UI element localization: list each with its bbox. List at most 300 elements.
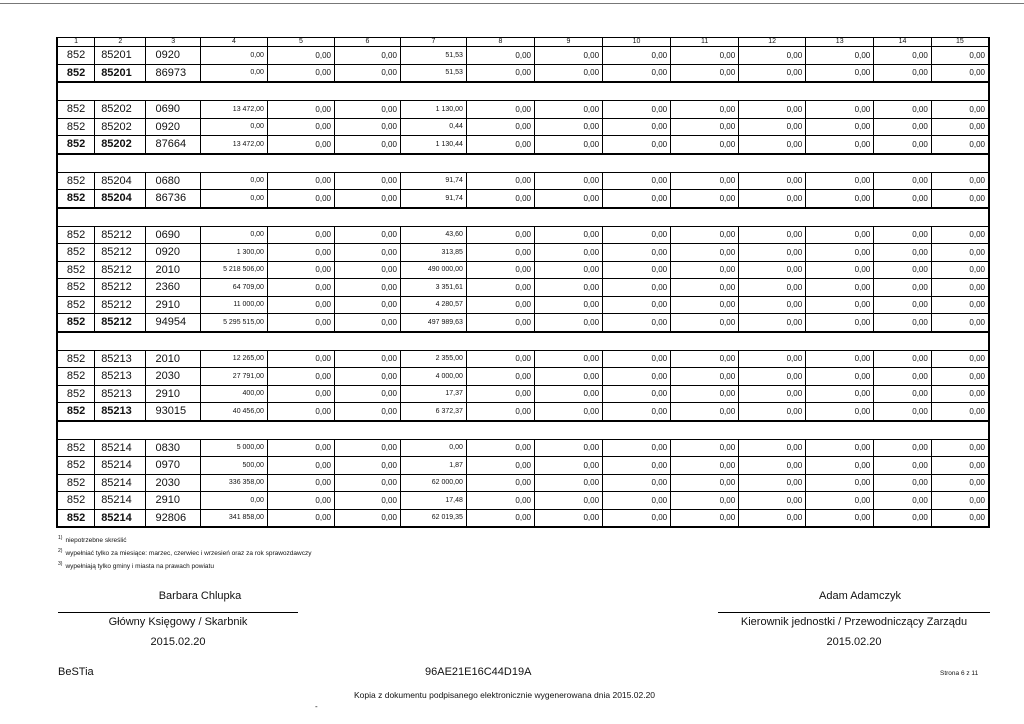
- table-cell: 0,00: [466, 279, 534, 297]
- table-cell: 2030: [146, 474, 200, 492]
- table-cell: 852: [57, 136, 95, 154]
- table-cell: 0,00: [739, 385, 806, 403]
- table-cell: 0,00: [200, 64, 267, 82]
- table-total-row: [57, 509, 989, 527]
- table-cell: 852: [57, 64, 95, 82]
- table-cell: 0,00: [534, 118, 602, 136]
- table-cell: 0,00: [267, 261, 334, 279]
- table-cell: 0,00: [534, 64, 602, 82]
- table-cell: 0,00: [931, 385, 989, 403]
- table-cell: 0,00: [739, 101, 806, 119]
- table-cell: 0,00: [931, 474, 989, 492]
- spacer-cell: [57, 332, 989, 351]
- table-cell: 0,00: [534, 509, 602, 527]
- table-cell: 0,00: [603, 509, 671, 527]
- table-cell: 0,00: [874, 64, 932, 82]
- table-cell: 0,00: [334, 226, 400, 244]
- table-cell: 0,00: [739, 136, 806, 154]
- top-rule: [0, 3, 1024, 4]
- table-cell: 2910: [146, 296, 200, 314]
- column-header: 2: [95, 38, 146, 47]
- table-cell: 852: [57, 101, 95, 119]
- table-cell: 852: [57, 190, 95, 208]
- table-cell: 2010: [146, 261, 200, 279]
- table-cell: 0,00: [739, 261, 806, 279]
- table-cell: 0920: [146, 47, 200, 65]
- table-row: [57, 118, 989, 136]
- table-cell: 0,00: [739, 439, 806, 457]
- table-cell: 0,00: [334, 457, 400, 475]
- page-number: Strona 6 z 11: [940, 670, 979, 677]
- table-cell: 0,00: [334, 279, 400, 297]
- table-cell: 0,00: [267, 492, 334, 510]
- table-cell: 0,00: [739, 457, 806, 475]
- footnote-text: wypełniać tylko za miesiące: marzec, czerwiec i wrzesień oraz za rok sprawozdawczy: [65, 550, 312, 558]
- table-cell: 0,00: [671, 279, 739, 297]
- table-cell: 0,00: [603, 136, 671, 154]
- table-cell: 91,74: [400, 190, 466, 208]
- table-cell: 0,00: [671, 457, 739, 475]
- table-cell: 0,00: [534, 172, 602, 190]
- table-cell: 0,00: [200, 190, 267, 208]
- table-cell: 0,00: [466, 101, 534, 119]
- right-signer-role: Kierownik jednostki / Przewodniczący Zarządu: [740, 616, 968, 628]
- table-cell: 852: [57, 385, 95, 403]
- table-cell: 85204: [95, 190, 146, 208]
- table-cell: 0,00: [874, 190, 932, 208]
- table-cell: 0,00: [739, 226, 806, 244]
- table-cell: 0,00: [806, 101, 874, 119]
- table-cell: 0,00: [466, 368, 534, 386]
- table-row: [57, 439, 989, 457]
- table-cell: 0,00: [931, 296, 989, 314]
- table-cell: 0,00: [267, 314, 334, 332]
- table-cell: 0,00: [267, 457, 334, 475]
- table-row: [57, 385, 989, 403]
- table-cell: 0,00: [267, 474, 334, 492]
- footer-app-name: BeSTia: [58, 666, 94, 678]
- table-cell: 0,00: [931, 279, 989, 297]
- column-header: 15: [931, 38, 989, 47]
- table-cell: 0,00: [806, 261, 874, 279]
- table-cell: 0,00: [874, 261, 932, 279]
- table-cell: 0,00: [806, 296, 874, 314]
- table-cell: 0,00: [534, 368, 602, 386]
- table-cell: 51,53: [400, 47, 466, 65]
- budget-report-table: [56, 37, 990, 528]
- column-header: 9: [534, 38, 602, 47]
- right-sign-date: 2015.02.20: [826, 636, 882, 648]
- table-cell: 0,00: [200, 492, 267, 510]
- table-cell: 40 456,00: [200, 403, 267, 421]
- table-cell: 85201: [95, 64, 146, 82]
- table-cell: 0,00: [334, 509, 400, 527]
- table-cell: 0,00: [931, 439, 989, 457]
- table-cell: 0,00: [603, 296, 671, 314]
- table-cell: 5 295 515,00: [200, 314, 267, 332]
- table-cell: 0,00: [874, 296, 932, 314]
- table-row: [57, 226, 989, 244]
- table-total-row: [57, 403, 989, 421]
- table-cell: 0,00: [466, 492, 534, 510]
- table-cell: 85212: [95, 279, 146, 297]
- table-cell: 0,00: [671, 350, 739, 368]
- table-cell: 0,00: [466, 350, 534, 368]
- table-cell: 852: [57, 314, 95, 332]
- table-cell: 0,00: [334, 314, 400, 332]
- group-spacer: [57, 332, 989, 351]
- table-cell: 852: [57, 492, 95, 510]
- table-cell: 62 000,00: [400, 474, 466, 492]
- table-cell: 0,00: [806, 492, 874, 510]
- table-cell: 0,00: [874, 47, 932, 65]
- table-cell: 85213: [95, 385, 146, 403]
- column-header: 5: [267, 38, 334, 47]
- column-header: 1: [57, 38, 95, 47]
- table-cell: 86973: [146, 64, 200, 82]
- table-cell: 0,00: [466, 136, 534, 154]
- table-cell: 0690: [146, 101, 200, 119]
- table-cell: 852: [57, 172, 95, 190]
- table-total-row: [57, 314, 989, 332]
- table-cell: 0,00: [739, 47, 806, 65]
- table-cell: 0,00: [267, 279, 334, 297]
- table-cell: 27 791,00: [200, 368, 267, 386]
- table-cell: 0,00: [806, 368, 874, 386]
- table-cell: 0,00: [806, 474, 874, 492]
- table-cell: 0,00: [874, 385, 932, 403]
- table-cell: 0,00: [739, 64, 806, 82]
- table-cell: 17,37: [400, 385, 466, 403]
- table-cell: 0,00: [603, 118, 671, 136]
- table-cell: 0,00: [739, 172, 806, 190]
- table-cell: 0,00: [671, 136, 739, 154]
- table-cell: 85214: [95, 439, 146, 457]
- table-cell: 0,00: [806, 403, 874, 421]
- table-cell: 85214: [95, 509, 146, 527]
- left-signer-role: Główny Księgowy / Skarbnik: [108, 616, 248, 628]
- table-cell: 852: [57, 439, 95, 457]
- table-cell: 0,00: [603, 190, 671, 208]
- column-header: 4: [200, 38, 267, 47]
- column-header: 8: [466, 38, 534, 47]
- table-cell: 0,00: [267, 47, 334, 65]
- table-cell: 0,00: [603, 64, 671, 82]
- table-cell: 0,00: [534, 385, 602, 403]
- table-total-row: [57, 136, 989, 154]
- table-cell: 0,00: [603, 261, 671, 279]
- table-cell: 0,00: [466, 64, 534, 82]
- table-cell: 500,00: [200, 457, 267, 475]
- group-spacer: [57, 82, 989, 101]
- table-cell: 0,00: [671, 509, 739, 527]
- table-cell: 87664: [146, 136, 200, 154]
- table-cell: 43,60: [400, 226, 466, 244]
- table-cell: 6 372,37: [400, 403, 466, 421]
- table-cell: 0,00: [671, 47, 739, 65]
- table-cell: 0,00: [739, 474, 806, 492]
- table-cell: 0,00: [267, 190, 334, 208]
- table-cell: 0920: [146, 118, 200, 136]
- spacer-cell: [57, 421, 989, 440]
- table-cell: 0,00: [806, 509, 874, 527]
- table-row: [57, 296, 989, 314]
- table-cell: 0,00: [874, 492, 932, 510]
- table-cell: 0,00: [334, 350, 400, 368]
- table-cell: 0,00: [466, 261, 534, 279]
- table-cell: 0,00: [603, 457, 671, 475]
- table-cell: 0,00: [200, 226, 267, 244]
- table-cell: 0,00: [874, 279, 932, 297]
- table-cell: 85212: [95, 296, 146, 314]
- table-cell: 4 280,57: [400, 296, 466, 314]
- table-cell: 85204: [95, 172, 146, 190]
- table-cell: 0,00: [334, 296, 400, 314]
- left-signer-name: Barbara Chlupka: [158, 590, 242, 602]
- table-cell: 51,53: [400, 64, 466, 82]
- table-cell: 0,00: [334, 47, 400, 65]
- table-cell: 852: [57, 118, 95, 136]
- table-cell: 0,00: [466, 172, 534, 190]
- table-cell: 2030: [146, 368, 200, 386]
- table-cell: 0,00: [267, 368, 334, 386]
- table-cell: 2910: [146, 385, 200, 403]
- column-header: 11: [671, 38, 739, 47]
- table-cell: 0,00: [931, 314, 989, 332]
- table-cell: 0,00: [739, 190, 806, 208]
- table-row: [57, 47, 989, 65]
- table-cell: 85212: [95, 226, 146, 244]
- table-cell: 0,00: [671, 296, 739, 314]
- table-cell: 91,74: [400, 172, 466, 190]
- table-cell: 0,00: [267, 403, 334, 421]
- table-cell: 0,00: [534, 474, 602, 492]
- table-cell: 0,00: [931, 509, 989, 527]
- table-cell: 0,00: [806, 226, 874, 244]
- table-cell: 0,00: [874, 350, 932, 368]
- table-cell: 0,00: [534, 403, 602, 421]
- group-spacer: [57, 208, 989, 227]
- table-cell: 0,00: [534, 457, 602, 475]
- table-cell: 2010: [146, 350, 200, 368]
- footnote-text: wypełniają tylko gminy i miasta na prawach powiatu: [65, 563, 214, 571]
- table-cell: 852: [57, 368, 95, 386]
- table-cell: 0,00: [334, 244, 400, 262]
- table-cell: 852: [57, 226, 95, 244]
- table-cell: 0,00: [334, 261, 400, 279]
- table-cell: 0,00: [334, 64, 400, 82]
- table-cell: 0,00: [931, 350, 989, 368]
- table-cell: 5 218 506,00: [200, 261, 267, 279]
- table-row: [57, 474, 989, 492]
- table-total-row: [57, 64, 989, 82]
- table-cell: 0,00: [806, 457, 874, 475]
- table-cell: 0,00: [267, 64, 334, 82]
- table-cell: 0,00: [603, 314, 671, 332]
- table-cell: 0,00: [874, 226, 932, 244]
- table-cell: 0,00: [671, 190, 739, 208]
- table-cell: 2910: [146, 492, 200, 510]
- table-cell: 0,00: [534, 244, 602, 262]
- table-cell: 852: [57, 244, 95, 262]
- table-cell: 13 472,00: [200, 136, 267, 154]
- table-cell: 0,00: [931, 64, 989, 82]
- table-cell: 0,00: [739, 492, 806, 510]
- table-cell: 0,00: [334, 385, 400, 403]
- table-cell: 0,00: [931, 47, 989, 65]
- table-cell: 0,00: [466, 244, 534, 262]
- table-cell: 0830: [146, 439, 200, 457]
- table-cell: 0,00: [671, 244, 739, 262]
- table-cell: 0,00: [671, 368, 739, 386]
- table-cell: 0,00: [267, 509, 334, 527]
- table-cell: 0,00: [334, 492, 400, 510]
- table-cell: 0,00: [806, 136, 874, 154]
- footnote: [58, 533, 311, 546]
- table-cell: 0,00: [739, 350, 806, 368]
- table-cell: 3 351,61: [400, 279, 466, 297]
- table-cell: 852: [57, 350, 95, 368]
- table-cell: 0,00: [874, 101, 932, 119]
- table-cell: 64 709,00: [200, 279, 267, 297]
- table-cell: 0,00: [931, 101, 989, 119]
- left-signature-line: [58, 612, 298, 613]
- table-cell: 0,00: [671, 492, 739, 510]
- table-cell: 0,00: [671, 439, 739, 457]
- table-cell: 0,00: [534, 136, 602, 154]
- table-cell: 0,00: [466, 403, 534, 421]
- table-cell: 0,00: [739, 509, 806, 527]
- table-cell: 0,00: [334, 136, 400, 154]
- table-cell: 0,00: [931, 457, 989, 475]
- table-cell: 0,00: [671, 314, 739, 332]
- table-cell: 0,00: [603, 385, 671, 403]
- table-row: [57, 350, 989, 368]
- table-row: [57, 492, 989, 510]
- table-cell: 0,00: [603, 244, 671, 262]
- table-cell: 13 472,00: [200, 101, 267, 119]
- table-cell: 0,00: [931, 226, 989, 244]
- table-cell: 0,00: [466, 385, 534, 403]
- table-cell: 852: [57, 261, 95, 279]
- table-cell: 0,00: [534, 492, 602, 510]
- table-cell: 85214: [95, 457, 146, 475]
- table-cell: 0,00: [267, 136, 334, 154]
- table-cell: 0,00: [931, 244, 989, 262]
- table-cell: 0,00: [671, 118, 739, 136]
- table-row: [57, 172, 989, 190]
- column-header: 10: [603, 38, 671, 47]
- table-cell: 85213: [95, 368, 146, 386]
- group-spacer: [57, 421, 989, 440]
- table-cell: 0,00: [603, 47, 671, 65]
- table-cell: 0,00: [874, 368, 932, 386]
- table-cell: 11 000,00: [200, 296, 267, 314]
- table-cell: 0,00: [874, 509, 932, 527]
- table-cell: 0,00: [739, 244, 806, 262]
- table-cell: 1 130,44: [400, 136, 466, 154]
- table-row: [57, 368, 989, 386]
- table-cell: 0,00: [334, 172, 400, 190]
- table-cell: 0,00: [334, 118, 400, 136]
- column-header: 3: [146, 38, 200, 47]
- table-cell: 0,00: [806, 244, 874, 262]
- table-row: [57, 261, 989, 279]
- table-cell: 85213: [95, 403, 146, 421]
- table-cell: 0,00: [874, 314, 932, 332]
- table-cell: 0,00: [534, 101, 602, 119]
- table-cell: 0,00: [534, 350, 602, 368]
- footnote-mark: 1): [58, 535, 63, 541]
- table-cell: 17,48: [400, 492, 466, 510]
- table-cell: 1 300,00: [200, 244, 267, 262]
- table-row: [57, 457, 989, 475]
- table-cell: 0,00: [874, 457, 932, 475]
- table-cell: 852: [57, 509, 95, 527]
- table-cell: 0,00: [267, 172, 334, 190]
- table-cell: 0,00: [671, 385, 739, 403]
- table-cell: 85202: [95, 136, 146, 154]
- table-cell: 0,00: [400, 439, 466, 457]
- footnote: [58, 559, 311, 572]
- table-cell: 0,00: [806, 279, 874, 297]
- table-row: [57, 244, 989, 262]
- table-cell: 0,00: [267, 101, 334, 119]
- footnote-mark: 2): [58, 548, 63, 555]
- table-cell: 0920: [146, 244, 200, 262]
- table-row: [57, 279, 989, 297]
- table-cell: 0,00: [931, 492, 989, 510]
- table-cell: 0,00: [806, 350, 874, 368]
- table-cell: 0,00: [466, 509, 534, 527]
- table-cell: 2360: [146, 279, 200, 297]
- table-cell: 0,00: [466, 296, 534, 314]
- table-cell: 852: [57, 474, 95, 492]
- table-cell: 0,00: [200, 172, 267, 190]
- table-cell: 0,00: [671, 172, 739, 190]
- table-cell: 0,00: [874, 136, 932, 154]
- table-cell: 85202: [95, 101, 146, 119]
- table-cell: 0690: [146, 226, 200, 244]
- column-header: 14: [874, 38, 932, 47]
- table-cell: 0,00: [874, 118, 932, 136]
- table-cell: 85201: [95, 47, 146, 65]
- table-cell: 852: [57, 296, 95, 314]
- table-cell: 92806: [146, 509, 200, 527]
- table-cell: 62 019,35: [400, 509, 466, 527]
- table-cell: 0,00: [931, 190, 989, 208]
- table-cell: 0,00: [603, 403, 671, 421]
- table-cell: 1,87: [400, 457, 466, 475]
- table-cell: 0,00: [931, 118, 989, 136]
- table-cell: 0,00: [739, 403, 806, 421]
- table-cell: 0,00: [806, 439, 874, 457]
- table-cell: 85214: [95, 474, 146, 492]
- table-cell: 0,00: [267, 350, 334, 368]
- table-cell: 0,00: [466, 314, 534, 332]
- table-cell: 0,00: [534, 226, 602, 244]
- table-cell: 0,00: [200, 47, 267, 65]
- table-cell: 0,00: [671, 261, 739, 279]
- table-cell: 0,00: [739, 314, 806, 332]
- table-row: [57, 101, 989, 119]
- table-cell: 0,00: [603, 279, 671, 297]
- table-cell: 0,00: [334, 474, 400, 492]
- table-cell: 0,00: [466, 226, 534, 244]
- table-cell: 0,00: [603, 101, 671, 119]
- table-cell: 0,00: [334, 368, 400, 386]
- table-cell: 85212: [95, 314, 146, 332]
